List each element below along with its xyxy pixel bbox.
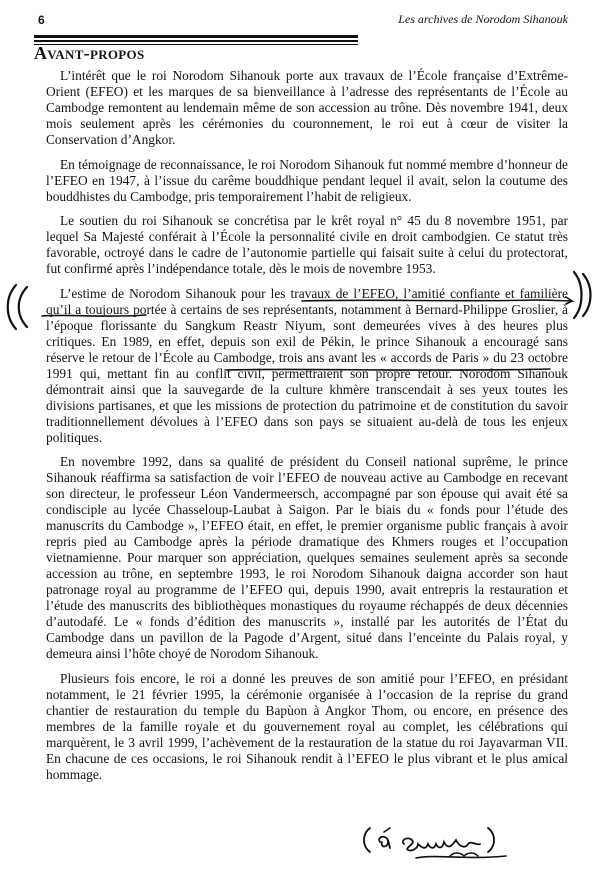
paragraph: En témoignage de reconnaissance, le roi Norodom Sihanouk fut nommé membre d’honneur de l’EFEO en 1947, à l’issue du carême bouddhique pendant lequel il avait, selon la coutume des bouddhistes du Cambodge, pris temporairement l’habit de religieux. bbox=[46, 156, 568, 204]
handwritten-right-bracket bbox=[570, 270, 598, 320]
body-text bbox=[46, 68, 568, 791]
handwritten-left-bracket bbox=[2, 283, 32, 331]
rule-line bbox=[34, 35, 358, 38]
handwritten-note-a-suivre bbox=[356, 822, 516, 866]
paragraph: L’estime de Norodom Sihanouk pour les travaux de l’EFEO, l’amitié confiante et familière qu’il a toujours portée à certains de ses représentants, notamment à Bernard-Philippe Groslier, à l’époque florissante du Sangkum Reastr Niyum, sont demeurées vives à des heures plus critiques. En 1989, en effet, depuis son exil de Pékin, le prince Sihanouk a encouragé sans réserve le retour de l’École au Cambodge, trois ans avant les « accords de Paris » du 23 octobre 1991 qui, mettant fin au conflit civil, permettraient son propre retour. Norodom Sihanouk démontrait ainsi que la sauvegarde de la culture khmère transcendait à ses yeux toutes les divisions partisanes, et que les missions de protection du patrimoine et de constitution du savoir traditionnellement dévolues à l’EFEO dans son pays se situaient au-delà de tous les enjeux politiques. bbox=[46, 285, 568, 445]
paragraph: Plusieurs fois encore, le roi a donné les preuves de son amitié pour l’EFEO, en présidant notamment, le 21 février 1995, la cérémonie organisée à l’occasion de la reprise du grand chantier de restauration du temple du Bapùon à Angkor Thom, ou encore, en présence des membres de la famille royale et du gouvernement royal au complet, les célébrations qui marquèrent, le 3 avril 1999, l’achèvement de la restauration de la statue du roi Jayavarman VII. En chacune de ces occasions, le roi Sihanouk rendit à l’EFEO le plus vibrant et le plus amical hommage. bbox=[46, 670, 568, 782]
handwritten-underline bbox=[224, 366, 554, 374]
paragraph: En novembre 1992, dans sa qualité de président du Conseil national suprême, le prince Sihanouk réaffirma sa satisfaction de voir l’EFEO de nouveau active au Cambodge en recevant son directeur, le professeur Léon Vandermeersch, accompagné par son épouse qui avait été sa condisciple au lycée Chasseloup-Laubat à Saigon. Par le biais du « fonds pour l’étude des manuscrits du Cambodge », l’EFEO était, en effet, le premier organisme public français à avoir repris pied au Cambodge après la période dramatique des Khmers rouges et l’occupation vietnamienne. Pour marquer son appréciation, quelques semaines seulement après sa seconde accession au trône, en septembre 1993, le roi Norodom Sihanouk daigna accorder son haut patronage royal au programme de l’EFEO qui, depuis 1990, avait entrepris la restauration et l’étude des manuscrits des bibliothèques monastiques du royaume réchappés de deux décennies d’autodafé. Le « fonds d’édition des manuscrits », installé par les autorités de l’État du Cambodge dans un pavillon de la Pagode d’Argent, situé dans l’enceinte du Palais royal, y demeura ainsi l’hôte choyé de Norodom Sihanouk. bbox=[46, 454, 568, 661]
section-title: Avant-propos bbox=[34, 43, 145, 63]
page-number: 6 bbox=[38, 13, 45, 27]
running-title: Les archives de Norodom Sihanouk bbox=[398, 12, 568, 26]
paragraph: Le soutien du roi Sihanouk se concrétisa par le krêt royal n° 45 du 8 novembre 1951, par lequel Sa Majesté conférait à l’École la personnalité civile en droit cambodgien. Ce statut très favorable, octroyé dans le cadre de l’autonomie partielle qui faisait suite à celui du protectorat, fut confirmé après l’indépendance totale, dès le mois de novembre 1953. bbox=[46, 213, 568, 276]
handwritten-underline bbox=[300, 296, 580, 306]
handwritten-underline bbox=[40, 312, 150, 320]
paragraph: L’intérêt que le roi Norodom Sihanouk porte aux travaux de l’École française d’Extrême-Orient (EFEO) et les marques de sa bienveillance à l’adresse des représentants de l’École au Cambodge remontent au lendemain même de son accession au trône. Dès novembre 1941, deux mois seulement après les cérémonies du couronnement, le roi eut à cœur de visiter la Conservation d’Angkor. bbox=[46, 68, 568, 147]
rule-line bbox=[34, 40, 358, 42]
